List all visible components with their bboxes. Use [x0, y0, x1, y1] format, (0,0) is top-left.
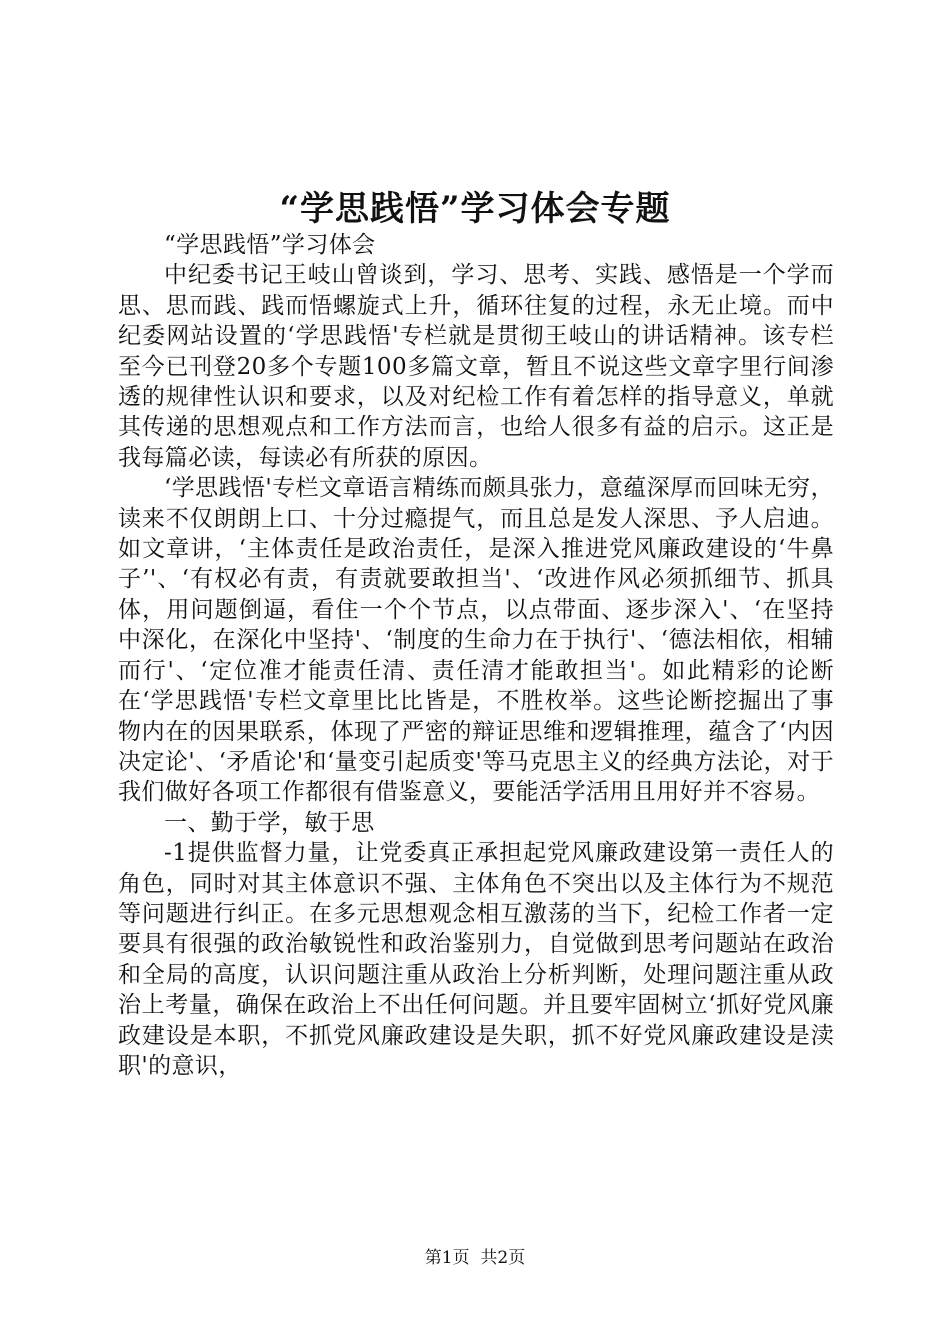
body-paragraph: -1提供监督力量，让党委真正承担起党风廉政建设第一责任人的角色，同时对其主体意识不强、主体角色不突出以及主体行为不规范等问题进行纠正。在多元思想观念相互激荡的当下，纪检工作者一定要具有很强的政治敏锐性和政治鉴别力，自觉做到思考问题站在政治和全局的高度，认识问题注重从政治上分析判断，处理问题注重从政治上考量，确保在政治上不出任何问题。并且要牢固树立‘抓好党风廉政建设是本职，不抓党风廉政建设是失职，抓不好党风廉政建设是渎职'的意识， — [118, 840, 834, 1079]
subtitle-paragraph: “学思践悟”学习体会 — [164, 232, 376, 258]
page-number-footer: 第1页 共2页 — [424, 1248, 526, 1268]
section-heading: 一、勤于学，敏于思 — [164, 809, 375, 836]
body-paragraph: 中纪委书记王岐山曾谈到，学习、思考、实践、感悟是一个学而思、思而践、践而悟螺旋式上升，循环往复的过程，永无止境。而中纪委网站设置的‘学思践悟'专栏就是贯彻王岐山的讲话精神。该专栏至今已刊登20多个专题100多篇文章，暂且不说这些文章字里行间渗透的规律性认识和要求，以及对纪检工作有着怎样的指导意义，单就其传递的思想观点和工作方法而言，也给人很多有益的启示。这正是我每篇必读，每读必有所获的原因。 — [118, 262, 834, 471]
document-title: “学思践悟”学习体会专题 — [279, 189, 671, 229]
document-body — [118, 230, 834, 1081]
body-paragraph: ‘学思践悟'专栏文章语言精练而颇具张力，意蕴深厚而回味无穷，读来不仅朗朗上口、十分过瘾提气，而且总是发人深思、予人启迪。如文章讲，‘主体责任是政治责任，是深入推进党风廉政建设的‘牛鼻子’'、‘有权必有责，有责就要敢担当'、‘改进作风必须抓细节、抓具体，用问题倒逼，看住一个个节点，以点带面、逐步深入'、‘在坚持中深化，在深化中坚持'、‘制度的生命力在于执行'、‘德法相依，相辅而行'、‘定位准才能责任清、责任清才能敢担当'。如此精彩的论断在‘学思践悟'专栏文章里比比皆是，不胜枚举。这些论断挖掘出了事物内在的因果联系，体现了严密的辩证思维和逻辑推理，蕴含了‘内因决定论'、‘矛盾论'和‘量变引起质变'等马克思主义的经典方法论，对于我们做好各项工作都很有借鉴意义，要能活学活用且用好并不容易。 — [118, 475, 834, 806]
